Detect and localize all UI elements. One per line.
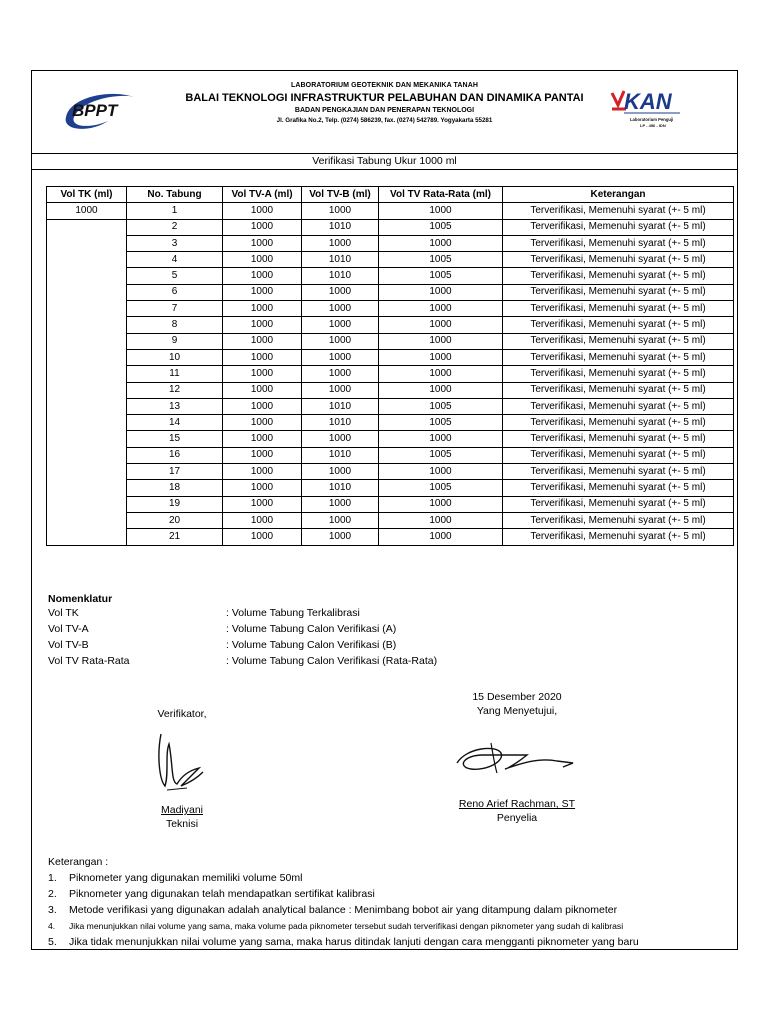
verifier-position: Teknisi	[165, 818, 199, 830]
cell-keterangan: Terverifikasi, Memenuhi syarat (+- 5 ml)	[503, 252, 734, 268]
bppt-logo-text: BPPT	[72, 101, 118, 120]
cell-vol-tv-b: 1000	[302, 235, 379, 251]
cell-vol-tv-avg: 1005	[379, 398, 503, 414]
cell-vol-tv-a: 1000	[223, 219, 302, 235]
table-body	[47, 203, 734, 545]
cell-vol-tv-a: 1000	[223, 317, 302, 333]
approver-position: Penyelia	[496, 812, 538, 824]
cell-vol-tv-a: 1000	[223, 301, 302, 317]
verifier-signature-block	[122, 708, 242, 830]
cell-vol-tv-b: 1000	[302, 496, 379, 512]
cell-no-tabung: 19	[127, 496, 223, 512]
table-row	[47, 480, 734, 496]
cell-keterangan: Terverifikasi, Memenuhi syarat (+- 5 ml)	[503, 464, 734, 480]
cell-vol-tv-b: 1000	[302, 284, 379, 300]
cell-vol-tv-avg: 1005	[379, 252, 503, 268]
cell-vol-tv-b: 1010	[302, 447, 379, 463]
document-title: Verifikasi Tabung Ukur 1000 ml	[32, 154, 737, 170]
col-vol-tk: Vol TK (ml)	[47, 187, 127, 203]
cell-vol-tv-avg: 1000	[379, 431, 503, 447]
note-text: Jika menunjukkan nilai volume yang sama, maka volume pada piknometer tersebut sudah terverifikasi dengan piknometer yang sudah di kalibrasi	[69, 921, 624, 931]
table-row	[47, 512, 734, 528]
address: Jl. Grafika No.2, Telp. (0274) 586239, fax. (0274) 542789. Yogyakarta 55281	[276, 117, 493, 124]
col-keterangan: Keterangan	[503, 187, 734, 203]
cell-keterangan: Terverifikasi, Memenuhi syarat (+- 5 ml)	[503, 284, 734, 300]
cell-keterangan: Terverifikasi, Memenuhi syarat (+- 5 ml)	[503, 480, 734, 496]
cell-no-tabung: 7	[127, 301, 223, 317]
nomenclature-item	[48, 607, 548, 623]
cell-no-tabung: 2	[127, 219, 223, 235]
cell-keterangan: Terverifikasi, Memenuhi syarat (+- 5 ml)	[503, 268, 734, 284]
table-row	[47, 496, 734, 512]
letterhead	[32, 71, 737, 154]
cell-vol-tv-a: 1000	[223, 252, 302, 268]
cell-vol-tv-avg: 1000	[379, 235, 503, 251]
table-row	[47, 349, 734, 365]
col-no-tabung: No. Tabung	[127, 187, 223, 203]
cell-no-tabung: 10	[127, 349, 223, 365]
kan-sub2: LP - 456 - IDN	[640, 123, 666, 128]
cell-no-tabung: 8	[127, 317, 223, 333]
note-item	[48, 934, 639, 950]
table-row	[47, 415, 734, 431]
cell-no-tabung: 16	[127, 447, 223, 463]
verifier-label: Verifikator,	[157, 708, 207, 720]
cell-vol-tv-avg: 1000	[379, 512, 503, 528]
approver-label: Yang Menyetujui,	[476, 705, 558, 717]
verifier-name: Madiyani	[160, 804, 204, 816]
cell-vol-tv-avg: 1000	[379, 366, 503, 382]
cell-vol-tk-empty	[47, 219, 127, 545]
cell-vol-tv-b: 1010	[302, 480, 379, 496]
nomenclature-section	[48, 593, 548, 671]
notes-section	[48, 854, 639, 950]
cell-no-tabung: 12	[127, 382, 223, 398]
cell-vol-tv-b: 1010	[302, 398, 379, 414]
table-row	[47, 366, 734, 382]
cell-keterangan: Terverifikasi, Memenuhi syarat (+- 5 ml)	[503, 203, 734, 219]
cell-vol-tv-a: 1000	[223, 398, 302, 414]
cell-no-tabung: 20	[127, 512, 223, 528]
cell-no-tabung: 9	[127, 333, 223, 349]
kan-logo	[610, 87, 684, 142]
nomenclature-key: Vol TV Rata-Rata	[48, 655, 130, 667]
notes-title: Keterangan :	[48, 856, 109, 868]
note-text: Metode verifikasi yang digunakan adalah analytical balance : Menimbang bobot air yang ditampung dalam piknometer	[69, 904, 618, 916]
cell-vol-tv-a: 1000	[223, 529, 302, 545]
cell-vol-tv-b: 1000	[302, 431, 379, 447]
cell-vol-tv-a: 1000	[223, 382, 302, 398]
nomenclature-value: : Volume Tabung Calon Verifikasi (Rata-Rata)	[226, 655, 438, 667]
cell-no-tabung: 4	[127, 252, 223, 268]
cell-vol-tv-a: 1000	[223, 480, 302, 496]
cell-vol-tv-a: 1000	[223, 333, 302, 349]
cell-vol-tv-a: 1000	[223, 415, 302, 431]
cell-keterangan: Terverifikasi, Memenuhi syarat (+- 5 ml)	[503, 333, 734, 349]
nomenclature-key: Vol TV-B	[48, 639, 89, 651]
nomenclature-title: Nomenklatur	[48, 593, 113, 605]
note-number: 2.	[48, 888, 57, 900]
note-number: 3.	[48, 904, 57, 916]
note-item	[48, 870, 639, 886]
cell-vol-tv-avg: 1000	[379, 333, 503, 349]
cell-keterangan: Terverifikasi, Memenuhi syarat (+- 5 ml)	[503, 398, 734, 414]
cell-no-tabung: 1	[127, 203, 223, 219]
table-row	[47, 333, 734, 349]
cell-vol-tv-avg: 1000	[379, 301, 503, 317]
cell-keterangan: Terverifikasi, Memenuhi syarat (+- 5 ml)	[503, 431, 734, 447]
table-row	[47, 268, 734, 284]
cell-vol-tv-b: 1010	[302, 219, 379, 235]
approver-signature	[447, 725, 587, 795]
cell-vol-tv-a: 1000	[223, 203, 302, 219]
cell-keterangan: Terverifikasi, Memenuhi syarat (+- 5 ml)	[503, 512, 734, 528]
cell-keterangan: Terverifikasi, Memenuhi syarat (+- 5 ml)	[503, 447, 734, 463]
cell-vol-tv-a: 1000	[223, 284, 302, 300]
cell-vol-tv-b: 1000	[302, 512, 379, 528]
cell-no-tabung: 11	[127, 366, 223, 382]
table-row	[47, 431, 734, 447]
nomenclature-value: : Volume Tabung Calon Verifikasi (A)	[226, 623, 397, 635]
approver-signature-block	[422, 691, 612, 824]
cell-vol-tv-a: 1000	[223, 349, 302, 365]
table-row	[47, 447, 734, 463]
cell-vol-tk: 1000	[47, 203, 127, 219]
cell-no-tabung: 17	[127, 464, 223, 480]
note-text: Jika tidak menunjukkan nilai volume yang sama, maka harus ditindak lanjuti dengan cara mengganti piknometer yang baru	[69, 936, 639, 948]
nomenclature-item	[48, 639, 548, 655]
cell-vol-tv-a: 1000	[223, 235, 302, 251]
nomenclature-item	[48, 655, 548, 671]
kan-sub1: Laboratorium Penguji	[630, 117, 674, 122]
letterhead-text	[132, 82, 637, 124]
cell-no-tabung: 18	[127, 480, 223, 496]
table-row	[47, 203, 734, 219]
cell-vol-tv-b: 1000	[302, 203, 379, 219]
col-vol-tv-a: Vol TV-A (ml)	[223, 187, 302, 203]
cell-no-tabung: 3	[127, 235, 223, 251]
col-vol-tv-avg: Vol TV Rata-Rata (ml)	[379, 187, 503, 203]
cell-vol-tv-avg: 1005	[379, 447, 503, 463]
cell-keterangan: Terverifikasi, Memenuhi syarat (+- 5 ml)	[503, 382, 734, 398]
cell-no-tabung: 13	[127, 398, 223, 414]
table-header-row	[47, 187, 734, 203]
cell-vol-tv-b: 1010	[302, 252, 379, 268]
lab-name: LABORATORIUM GEOTEKNIK DAN MEKANIKA TANAH	[291, 82, 478, 89]
cell-vol-tv-avg: 1005	[379, 268, 503, 284]
cell-no-tabung: 6	[127, 284, 223, 300]
cell-keterangan: Terverifikasi, Memenuhi syarat (+- 5 ml)	[503, 496, 734, 512]
nomenclature-item	[48, 623, 548, 639]
cell-keterangan: Terverifikasi, Memenuhi syarat (+- 5 ml)	[503, 219, 734, 235]
cell-vol-tv-b: 1000	[302, 382, 379, 398]
cell-vol-tv-avg: 1000	[379, 203, 503, 219]
cell-no-tabung: 21	[127, 529, 223, 545]
cell-vol-tv-b: 1010	[302, 268, 379, 284]
table-row	[47, 398, 734, 414]
verifier-signature	[147, 724, 217, 802]
note-item	[48, 886, 639, 902]
cell-keterangan: Terverifikasi, Memenuhi syarat (+- 5 ml)	[503, 301, 734, 317]
cell-no-tabung: 14	[127, 415, 223, 431]
approver-name: Reno Arief Rachman, ST	[458, 798, 576, 810]
cell-vol-tv-avg: 1005	[379, 219, 503, 235]
cell-vol-tv-a: 1000	[223, 431, 302, 447]
cell-vol-tv-b: 1000	[302, 333, 379, 349]
note-item	[48, 902, 639, 918]
table-row	[47, 284, 734, 300]
cell-vol-tv-avg: 1000	[379, 284, 503, 300]
nomenclature-value: : Volume Tabung Terkalibrasi	[226, 607, 360, 619]
cell-keterangan: Terverifikasi, Memenuhi syarat (+- 5 ml)	[503, 529, 734, 545]
cell-vol-tv-a: 1000	[223, 496, 302, 512]
cell-vol-tv-b: 1000	[302, 301, 379, 317]
agency-name: BADAN PENGKAJIAN DAN PENERAPAN TEKNOLOGI	[294, 107, 475, 114]
nomenclature-key: Vol TK	[48, 607, 79, 619]
note-number: 5.	[48, 936, 57, 948]
cell-vol-tv-avg: 1000	[379, 496, 503, 512]
bppt-logo	[60, 87, 142, 138]
cell-no-tabung: 5	[127, 268, 223, 284]
cell-vol-tv-a: 1000	[223, 366, 302, 382]
cell-vol-tv-b: 1000	[302, 529, 379, 545]
cell-vol-tv-avg: 1000	[379, 382, 503, 398]
note-number: 1.	[48, 872, 57, 884]
cell-keterangan: Terverifikasi, Memenuhi syarat (+- 5 ml)	[503, 235, 734, 251]
cell-vol-tv-b: 1000	[302, 349, 379, 365]
cell-keterangan: Terverifikasi, Memenuhi syarat (+- 5 ml)	[503, 415, 734, 431]
cell-vol-tv-avg: 1000	[379, 464, 503, 480]
cell-vol-tv-a: 1000	[223, 512, 302, 528]
cell-vol-tv-avg: 1000	[379, 317, 503, 333]
cell-vol-tv-a: 1000	[223, 268, 302, 284]
nomenclature-key: Vol TV-A	[48, 623, 89, 635]
cell-vol-tv-b: 1000	[302, 464, 379, 480]
kan-logo-text: KAN	[624, 89, 672, 114]
table-row	[47, 252, 734, 268]
cell-vol-tv-avg: 1000	[379, 529, 503, 545]
note-number: 4.	[48, 921, 56, 931]
approval-date: 15 Desember 2020	[472, 691, 562, 703]
institution-name: BALAI TEKNOLOGI INFRASTRUKTUR PELABUHAN DAN DINAMIKA PANTAI	[185, 92, 584, 104]
cell-vol-tv-a: 1000	[223, 464, 302, 480]
cell-vol-tv-a: 1000	[223, 447, 302, 463]
note-text: Piknometer yang digunakan memiliki volume 50ml	[69, 872, 303, 884]
cell-vol-tv-avg: 1005	[379, 415, 503, 431]
col-vol-tv-b: Vol TV-B (ml)	[302, 187, 379, 203]
note-text: Piknometer yang digunakan telah mendapatkan sertifikat kalibrasi	[69, 888, 375, 900]
nomenclature-value: : Volume Tabung Calon Verifikasi (B)	[226, 639, 397, 651]
document-frame	[31, 70, 738, 950]
table-row	[47, 219, 734, 235]
cell-vol-tv-b: 1000	[302, 317, 379, 333]
cell-vol-tv-avg: 1005	[379, 480, 503, 496]
cell-no-tabung: 15	[127, 431, 223, 447]
cell-keterangan: Terverifikasi, Memenuhi syarat (+- 5 ml)	[503, 317, 734, 333]
cell-vol-tv-avg: 1000	[379, 349, 503, 365]
table-row	[47, 382, 734, 398]
table-row	[47, 464, 734, 480]
table-row	[47, 317, 734, 333]
table-row	[47, 529, 734, 545]
verification-table	[46, 186, 734, 546]
note-item	[48, 918, 639, 934]
cell-vol-tv-b: 1010	[302, 415, 379, 431]
table-row	[47, 301, 734, 317]
cell-keterangan: Terverifikasi, Memenuhi syarat (+- 5 ml)	[503, 366, 734, 382]
cell-vol-tv-b: 1000	[302, 366, 379, 382]
table-row	[47, 235, 734, 251]
cell-keterangan: Terverifikasi, Memenuhi syarat (+- 5 ml)	[503, 349, 734, 365]
